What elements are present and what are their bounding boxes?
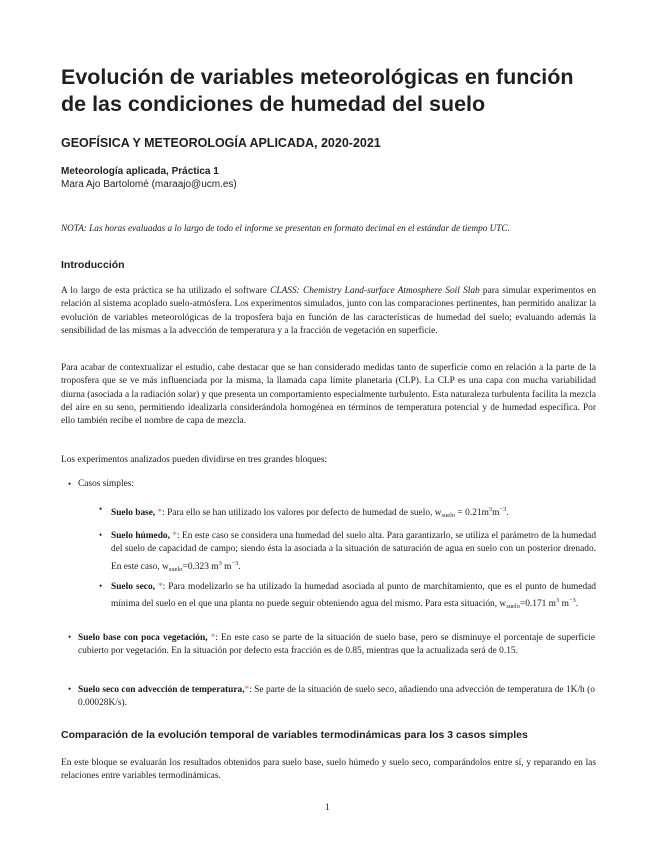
simple-cases-label: Casos simples: xyxy=(78,479,134,489)
case-title: Suelo seco con advección de temperatura, xyxy=(78,685,245,695)
case-text: . xyxy=(238,561,241,572)
case-title: Suelo húmedo, xyxy=(111,531,170,541)
case-title: Suelo base con poca vegetación, xyxy=(78,633,208,643)
case-text: : Para ello se han utilizado los valores por defecto de humedad de suelo, w xyxy=(162,508,442,518)
case-text: m xyxy=(221,561,232,572)
note-paragraph: NOTA: Las horas evaluadas a lo largo de todo el informe se presentan en formato decimal en el estándar de tiempo UTC. xyxy=(61,223,510,233)
course-label: Meteorología aplicada, Práctica 1 xyxy=(61,166,219,177)
bullet-icon: • xyxy=(99,581,103,591)
superscript: −3 xyxy=(231,559,239,567)
star-marker-icon: * xyxy=(157,507,163,517)
list-item-suelo-humedo xyxy=(99,529,597,576)
case-title: Suelo base, xyxy=(111,508,156,518)
bullet-icon: • xyxy=(68,479,72,489)
bullet-icon: • xyxy=(68,684,72,694)
subscript: suelo xyxy=(168,565,183,573)
document-subtitle: GEOFÍSICA Y METEOROLOGÍA APLICADA, 2020-2021 xyxy=(61,136,381,150)
star-marker-icon: * xyxy=(158,581,163,591)
list-item-poca-vegetacion xyxy=(68,631,595,659)
case-text: : Para modelizarlo se ha utilizado la humedad asociada al punto de marchitamiento, que es el punto de humedad mínima del suelo en el que una planta no puede seguir obteniendo agua del mismo. Para esta situación, w xyxy=(111,582,596,610)
intro-paragraph-2: Para acabar de contextualizar el estudio, cabe destacar que se han considerado medidas tanto de superficie como en relación a la parte de la troposfera que se ve más influenciada por la misma, la llamada capa límite planetaria (CLP). La CLP es una capa con mucha variabilidad diurna (asociada a la radiación solar) y que presenta un comportamiento especialmente turbulento. Esta naturaleza turbulenta facilita la mezcla del aire en su seno, permitiendo idealizarla considerándola homogénea en términos de temperatura potencial y de humedad específica. Por ello también recibe el nombre de capa de mezcla. xyxy=(61,363,596,427)
superscript: 3 xyxy=(488,506,493,513)
list-item-suelo-seco xyxy=(99,580,596,614)
author-line: Mara Ajo Bartolomé (maraajo@ucm.es) xyxy=(61,179,237,190)
superscript: 3 xyxy=(218,559,222,567)
case-text: = 0.21m xyxy=(455,508,489,518)
case-text: m xyxy=(559,599,569,610)
bullet-icon: • xyxy=(99,530,103,540)
star-marker-icon: * xyxy=(172,530,177,540)
intro-paragraph-3: Los experimentos analizados pueden dividirse en tres grandes bloques: xyxy=(61,455,328,465)
case-text: : En este caso se parte de la situación de suelo base, pero se disminuye el porcentaje de superficie cubierto por vegetación. En la situación por defecto esta fracción es de 0.85, mientras que la actualizada será de 0.15. xyxy=(78,633,595,657)
bullet-icon: • xyxy=(68,632,72,642)
star-marker-icon: * xyxy=(244,684,250,694)
page-number: 1 xyxy=(325,803,330,813)
subscript: suelo xyxy=(441,512,456,519)
subscript: suelo xyxy=(506,603,520,611)
intro-p1-text-b: para simular experimentos en relación al sistema acoplado suelo-atmósfera. Los experimentos simulados, junto con las comparaciones pertinentes, han permitido analizar la evolución de variables meteorológicas de la troposfera baja en función de las características de humedad del suelo; evaluando además la sensibilidad de las mismas a la advección de temperatura y a la fracción de vegetación en superficie. xyxy=(61,286,597,336)
section2-paragraph-1: En este bloque se evaluarán los resultados obtenidos para suelo base, suelo húmedo y suelo seco, comparándolos entre sí, y reparando en las relaciones entre variables termodinámicas. xyxy=(61,758,596,782)
software-name: CLASS: Chemistry Land-surface Atmosphere Soil Slab xyxy=(270,286,480,296)
list-item-adveccion xyxy=(68,683,595,711)
case-text: : Se parte de la situación de suelo seco, añadiendo una advección de temperatura de 1K/h (o 0.00028K/s). xyxy=(78,685,595,709)
intro-paragraph-1 xyxy=(61,285,596,338)
case-title: Suelo seco, xyxy=(111,582,155,592)
case-text: : En este caso se considera una humedad del suelo alta. Para garantizarlo, se utiliza el parámetro de la humedad del suelo de capacidad de campo; siendo ésta la asociada a la situación de saturación de agua en suelo con un posterior drenado. En este caso, w xyxy=(111,531,597,572)
case-text: . xyxy=(506,508,509,518)
case-text: =0.171 m xyxy=(519,599,556,610)
list-item-suelo-base xyxy=(99,503,596,522)
list-item-simple-cases xyxy=(68,478,595,491)
intro-p1-text-a: A lo largo de esta práctica se ha utilizado el software xyxy=(61,286,271,296)
section2-heading: Comparación de la evolución temporal de variables termodinámicas para los 3 casos simples xyxy=(61,729,528,741)
superscript: 3 xyxy=(555,597,560,605)
document-title: Evolución de variables meteorológicas en función de las condiciones de humedad del suelo xyxy=(61,65,574,116)
case-text: =0.323 m xyxy=(182,561,219,572)
intro-heading: Introducción xyxy=(61,259,125,271)
case-text: . xyxy=(575,599,579,610)
superscript: −3 xyxy=(568,597,576,605)
case-text: m xyxy=(492,508,500,518)
superscript: −3 xyxy=(499,506,507,513)
bullet-icon: • xyxy=(99,504,103,514)
star-marker-icon: * xyxy=(210,632,216,642)
